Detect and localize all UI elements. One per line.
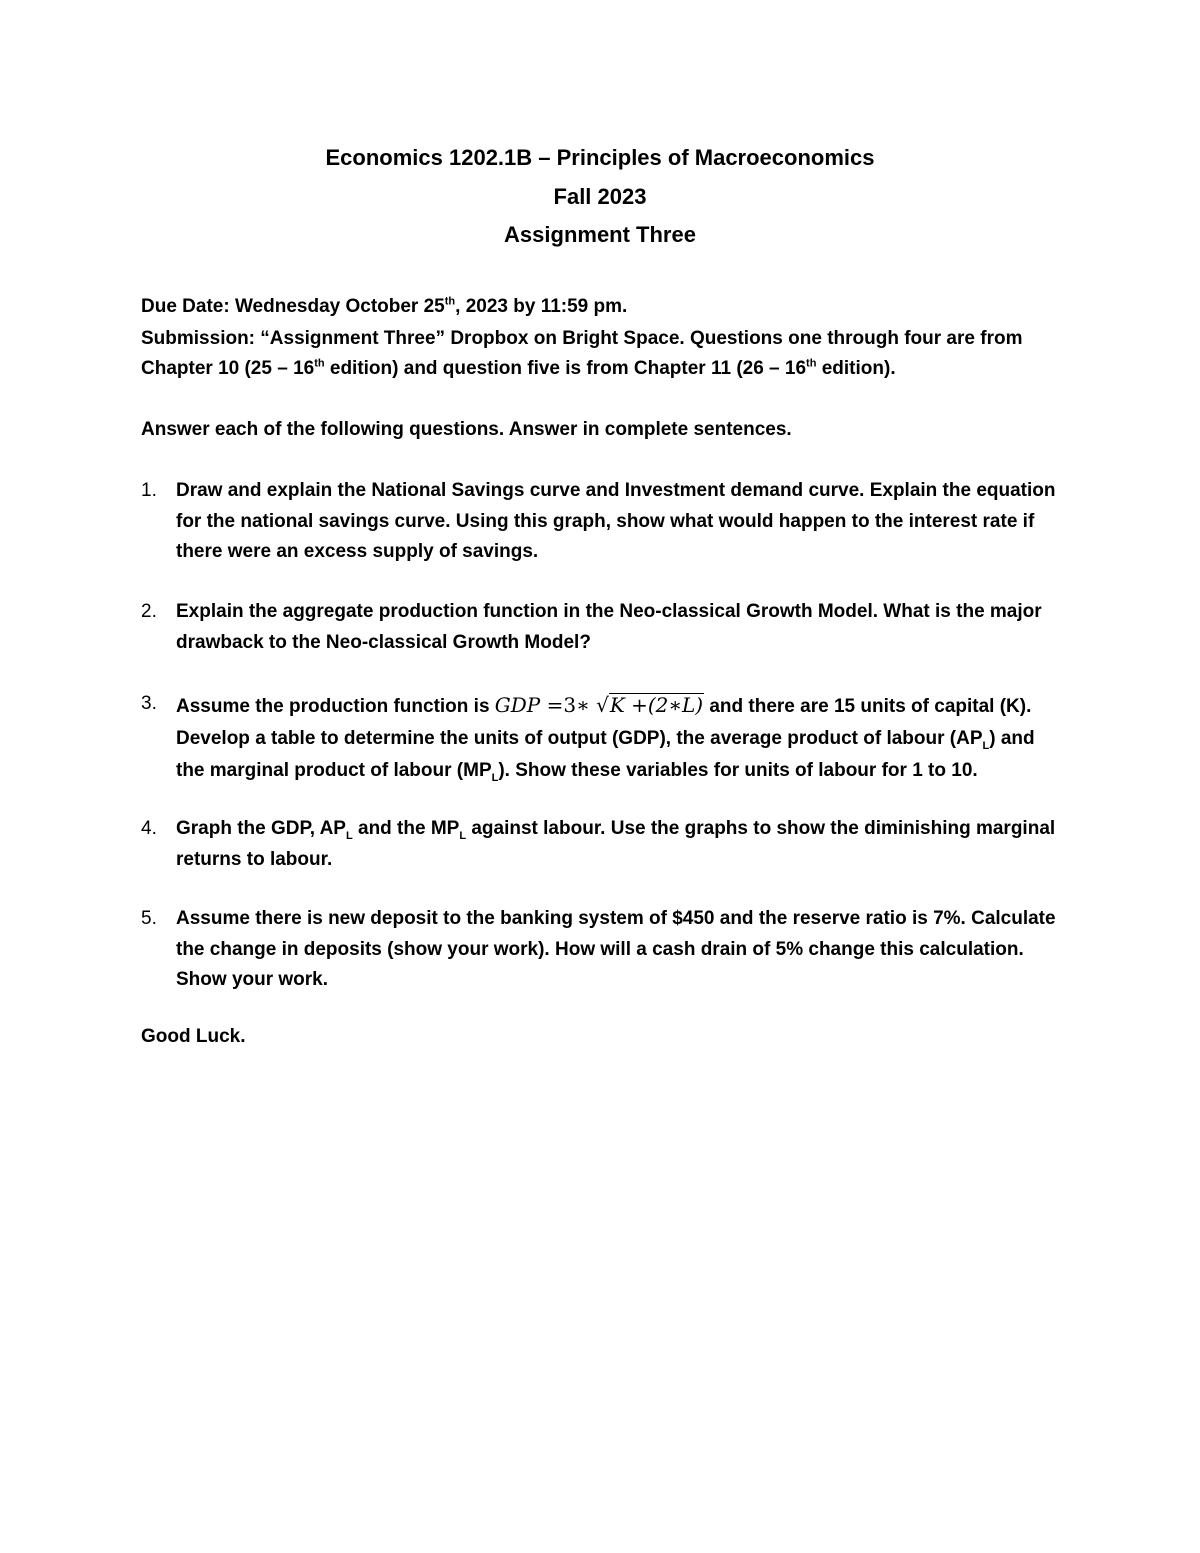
question-text: Assume the production function is GDP =3∗ √K +(2∗L) and there are 15 units of capital (K). Develop a table to determine the units of output (GDP), the average product of labour $(AP_L)$ and the marginal product of labour $(MP_L)$. Show these variables for units of labour for 1 to 10. bbox=[176, 689, 1081, 787]
submission-line-2: Chapter 10 (25 – 16th edition) and question five is from Chapter 11 (26 – 16th edition). bbox=[141, 357, 896, 379]
question-text: Explain the aggregate production function in the Neo-classical Growth Model. What is the major drawback to the Neo-classical Growth Model? bbox=[176, 601, 1042, 653]
question-number: 5. bbox=[141, 908, 157, 929]
term: Fall 2023 bbox=[553, 184, 647, 209]
course-title: Economics 1202.1B – Principles of Macroeconomics bbox=[325, 145, 875, 170]
closing-text: Good Luck. bbox=[141, 1026, 246, 1047]
question-text: Draw and explain the National Savings curve and Investment demand curve. Explain the equation for the national savings curve. Using this graph, show what would happen to the interest rate if there were an excess supply of savings. bbox=[176, 480, 1056, 562]
question-number: 4. bbox=[141, 818, 157, 839]
question-text: Assume there is new deposit to the banking system of $450 and the reserve ratio is 7%. Calculate the change in deposits (show your work). How will a cash drain of 5% change this calculation. Show your work. bbox=[176, 908, 1056, 990]
question-number: 1. bbox=[141, 480, 157, 501]
instructions: Answer each of the following questions. Answer in complete sentences. bbox=[141, 419, 792, 440]
submission-line-1: Submission: “Assignment Three” Dropbox on Bright Space. Questions one through four are from bbox=[141, 328, 1023, 349]
production-function-formula: GDP =3∗ √K +(2∗L) bbox=[494, 693, 704, 717]
question-number: 2. bbox=[141, 601, 157, 622]
assignment-title: Assignment Three bbox=[504, 222, 696, 247]
question-number: 3. bbox=[141, 693, 157, 714]
question-text: Graph the GDP, $AP_L$ and the $MP_L$ against labour. Use the graphs to show the diminishing marginal returns to labour. bbox=[176, 818, 1056, 870]
due-date: Due Date: Wednesday October 25th, 2023 by 11:59 pm. bbox=[141, 295, 628, 317]
